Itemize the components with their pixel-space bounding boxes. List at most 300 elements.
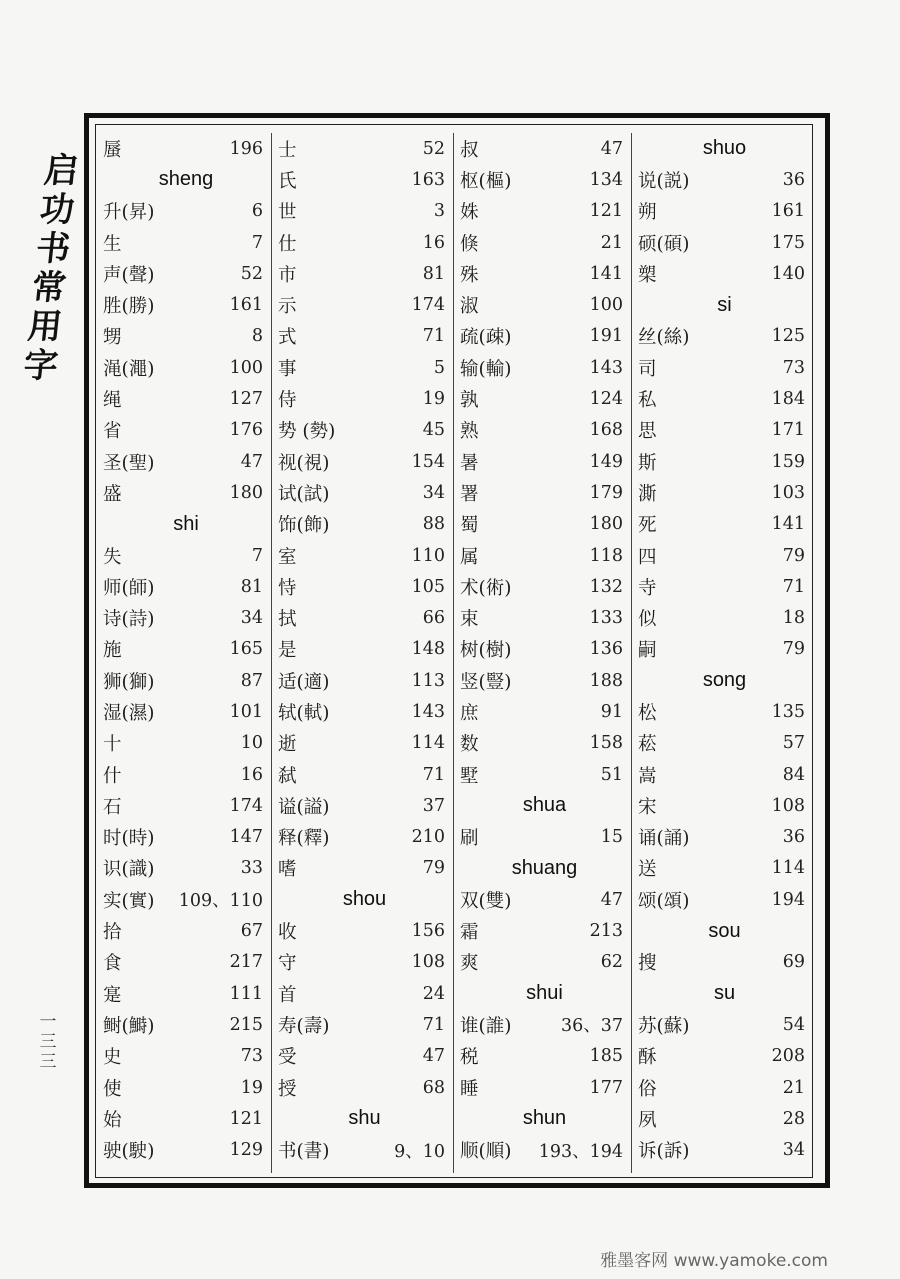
entry-page-number: 147 <box>229 827 263 848</box>
index-entry <box>638 634 805 665</box>
index-entry <box>103 665 263 696</box>
index-entry <box>278 540 445 571</box>
index-entry <box>103 1103 263 1134</box>
entry-character: 宋 <box>638 796 657 818</box>
entry-character: 甥 <box>103 327 122 349</box>
entry-page-number: 161 <box>771 201 805 222</box>
entry-character: 束 <box>460 609 479 631</box>
index-entry <box>278 1072 445 1103</box>
entry-page-number: 174 <box>229 795 263 816</box>
entry-character: 菘 <box>638 734 657 756</box>
entry-page-number: 133 <box>589 608 623 629</box>
entry-character: 师(師) <box>103 577 155 599</box>
index-entry <box>278 978 445 1009</box>
pinyin-heading-text: shou <box>342 888 387 911</box>
entry-page-number: 10 <box>240 733 263 754</box>
entry-character: 受 <box>278 1047 297 1069</box>
entry-character: 授 <box>278 1078 297 1100</box>
entry-character: 势 (勢) <box>278 421 336 443</box>
index-entry <box>638 1103 805 1134</box>
pinyin-heading-text: su <box>713 982 736 1005</box>
entry-character: 枢(樞) <box>460 170 512 192</box>
entry-character: 失 <box>103 546 122 568</box>
index-entry <box>460 822 623 853</box>
entry-character: 槊 <box>638 264 657 286</box>
entry-page-number: 8 <box>251 326 263 347</box>
entry-character: 收 <box>278 922 297 944</box>
index-entry <box>103 540 263 571</box>
entry-character: 诵(誦) <box>638 828 690 850</box>
entry-page-number: 108 <box>771 795 805 816</box>
entry-character: 输(輸) <box>460 358 512 380</box>
index-table <box>97 133 813 1173</box>
entry-character: 世 <box>278 202 297 224</box>
entry-character: 死 <box>638 515 657 537</box>
entry-page-number: 73 <box>240 1046 263 1067</box>
entry-page-number: 71 <box>422 326 445 347</box>
pinyin-heading <box>460 853 623 884</box>
entry-character: 夙 <box>638 1109 657 1131</box>
entry-page-number: 191 <box>589 326 623 347</box>
entry-character: 石 <box>103 796 122 818</box>
entry-page-number: 161 <box>229 295 263 316</box>
entry-character: 绳 <box>103 390 122 412</box>
entry-page-number: 109、110 <box>178 891 263 912</box>
entry-page-number: 118 <box>589 545 623 566</box>
entry-character: 识(識) <box>103 859 155 881</box>
entry-page-number: 124 <box>589 389 623 410</box>
entry-character: 士 <box>278 139 297 161</box>
title-char: 书 <box>34 229 73 269</box>
entry-page-number: 110 <box>411 545 445 566</box>
entry-page-number: 208 <box>771 1046 805 1067</box>
entry-character: 司 <box>638 358 657 380</box>
index-entry <box>638 258 805 289</box>
entry-page-number: 81 <box>240 576 263 597</box>
index-entry <box>278 1009 445 1040</box>
entry-page-number: 79 <box>782 545 805 566</box>
entry-page-number: 37 <box>422 795 445 816</box>
entry-character: 食 <box>103 953 122 975</box>
index-entry <box>638 227 805 258</box>
entry-page-number: 54 <box>782 1014 805 1035</box>
entry-character: 树(樹) <box>460 640 512 662</box>
index-entry <box>278 258 445 289</box>
entry-page-number: 9、10 <box>394 1141 445 1162</box>
entry-character: 仕 <box>278 233 297 255</box>
pinyin-heading-text: sou <box>708 919 741 942</box>
entry-page-number: 47 <box>600 138 623 159</box>
entry-character: 胜(勝) <box>103 296 155 318</box>
entry-character: 嵩 <box>638 765 657 787</box>
entry-page-number: 3 <box>433 201 445 222</box>
index-entry <box>103 728 263 759</box>
index-column <box>272 133 454 1173</box>
entry-character: 始 <box>103 1109 122 1131</box>
entry-page-number: 71 <box>422 1014 445 1035</box>
pinyin-heading <box>638 978 805 1009</box>
entry-page-number: 16 <box>422 232 445 253</box>
entry-page-number: 175 <box>771 232 805 253</box>
index-entry <box>638 571 805 602</box>
entry-character: 视(視) <box>278 452 330 474</box>
entry-page-number: 158 <box>589 733 623 754</box>
entry-page-number: 213 <box>589 921 623 942</box>
pinyin-heading-text: shi <box>173 512 199 535</box>
entry-page-number: 194 <box>771 889 805 910</box>
title-char: 功 <box>38 190 77 230</box>
entry-character: 硕(碩) <box>638 233 690 255</box>
entry-character: 四 <box>638 546 657 568</box>
entry-page-number: 135 <box>771 701 805 722</box>
entry-character: 谥(謚) <box>278 796 330 818</box>
index-entry <box>103 602 263 633</box>
entry-character: 数 <box>460 734 479 756</box>
entry-character: 嗣 <box>638 640 657 662</box>
entry-page-number: 33 <box>240 858 263 879</box>
index-entry <box>460 258 623 289</box>
index-entry <box>638 947 805 978</box>
entry-page-number: 47 <box>240 451 263 472</box>
entry-character: 什 <box>103 765 122 787</box>
index-entry <box>638 415 805 446</box>
index-entry <box>278 822 445 853</box>
entry-character: 时(時) <box>103 828 155 850</box>
index-entry <box>460 133 623 164</box>
index-entry <box>278 289 445 320</box>
pinyin-heading-text: song <box>702 669 747 692</box>
entry-page-number: 19 <box>240 1077 263 1098</box>
entry-character: 轼(軾) <box>278 702 330 724</box>
entry-page-number: 16 <box>240 764 263 785</box>
index-entry <box>278 352 445 383</box>
entry-page-number: 24 <box>422 983 445 1004</box>
watermark: 雅墨客网 www.yamoke.com <box>600 1251 828 1271</box>
entry-character: 诗(詩) <box>103 609 155 631</box>
entry-page-number: 101 <box>229 701 263 722</box>
entry-character: 丝(絲) <box>638 327 690 349</box>
entry-page-number: 36、37 <box>560 1016 623 1037</box>
entry-character: 似 <box>638 609 657 631</box>
index-entry <box>278 915 445 946</box>
index-entry <box>103 321 263 352</box>
index-entry <box>278 227 445 258</box>
pinyin-heading <box>103 164 263 195</box>
entry-character: 睡 <box>460 1078 479 1100</box>
entry-page-number: 62 <box>600 952 623 973</box>
index-entry <box>638 853 805 884</box>
index-entry <box>460 196 623 227</box>
index-entry <box>460 1072 623 1103</box>
index-entry <box>103 133 263 164</box>
entry-character: 渑(澠) <box>103 358 155 380</box>
entry-character: 鲥(鰣) <box>103 1015 155 1037</box>
entry-page-number: 34 <box>782 1140 805 1161</box>
book-title-vertical <box>18 152 85 386</box>
index-entry <box>638 696 805 727</box>
index-entry <box>103 884 263 915</box>
page-number <box>30 1012 66 1072</box>
entry-character: 暑 <box>460 452 479 474</box>
entry-page-number: 217 <box>229 952 263 973</box>
entry-page-number: 196 <box>229 138 263 159</box>
entry-character: 试(試) <box>278 483 330 505</box>
title-char: 用 <box>25 307 65 347</box>
index-entry <box>460 289 623 320</box>
entry-character: 殊 <box>460 264 479 286</box>
index-entry <box>278 321 445 352</box>
entry-page-number: 165 <box>229 639 263 660</box>
index-entry <box>278 602 445 633</box>
entry-page-number: 108 <box>411 952 445 973</box>
index-entry <box>103 1009 263 1040</box>
entry-page-number: 36 <box>782 827 805 848</box>
entry-page-number: 159 <box>771 451 805 472</box>
entry-character: 属 <box>460 546 479 568</box>
entry-character: 施 <box>103 640 122 662</box>
entry-character: 侍 <box>278 390 297 412</box>
index-entry <box>638 352 805 383</box>
entry-character: 顺(順) <box>460 1141 512 1163</box>
entry-page-number: 180 <box>229 482 263 503</box>
index-entry <box>278 1135 445 1166</box>
index-column <box>632 133 813 1173</box>
index-entry <box>103 446 263 477</box>
entry-page-number: 87 <box>240 670 263 691</box>
entry-page-number: 57 <box>782 733 805 754</box>
pinyin-heading <box>638 665 805 696</box>
index-entry <box>103 634 263 665</box>
pinyin-heading <box>278 884 445 915</box>
pinyin-heading <box>460 978 623 1009</box>
index-entry <box>460 1135 623 1166</box>
pinyin-heading <box>638 289 805 320</box>
entry-page-number: 114 <box>411 733 445 754</box>
entry-page-number: 140 <box>771 263 805 284</box>
entry-page-number: 184 <box>771 389 805 410</box>
index-entry <box>278 509 445 540</box>
index-entry <box>278 759 445 790</box>
index-entry <box>460 227 623 258</box>
entry-character: 寔 <box>103 984 122 1006</box>
index-entry <box>638 884 805 915</box>
entry-character: 氏 <box>278 170 297 192</box>
index-entry <box>460 728 623 759</box>
pinyin-heading <box>638 915 805 946</box>
pinyin-heading-text: shu <box>348 1107 381 1130</box>
entry-character: 搜 <box>638 953 657 975</box>
index-entry <box>278 477 445 508</box>
index-entry <box>103 822 263 853</box>
pinyin-heading-text: shui <box>526 982 563 1005</box>
entry-character: 税 <box>460 1047 479 1069</box>
entry-character: 思 <box>638 421 657 443</box>
entry-character: 式 <box>278 327 297 349</box>
entry-character: 省 <box>103 421 122 443</box>
index-entry <box>638 321 805 352</box>
entry-page-number: 180 <box>589 514 623 535</box>
entry-page-number: 15 <box>600 827 623 848</box>
entry-character: 姝 <box>460 202 479 224</box>
index-entry <box>278 196 445 227</box>
entry-page-number: 19 <box>422 389 445 410</box>
entry-page-number: 210 <box>411 827 445 848</box>
entry-character: 嗜 <box>278 859 297 881</box>
entry-character: 庶 <box>460 702 479 724</box>
index-entry <box>278 133 445 164</box>
index-entry <box>460 696 623 727</box>
index-entry <box>460 540 623 571</box>
index-entry <box>460 415 623 446</box>
entry-character: 书(書) <box>278 1141 330 1163</box>
entry-character: 蜃 <box>103 139 122 161</box>
index-entry <box>460 947 623 978</box>
entry-character: 是 <box>278 640 297 662</box>
index-entry <box>460 602 623 633</box>
entry-character: 市 <box>278 264 297 286</box>
entry-page-number: 7 <box>251 232 263 253</box>
index-entry <box>103 1041 263 1072</box>
index-entry <box>103 477 263 508</box>
index-entry <box>278 728 445 759</box>
index-entry <box>103 383 263 414</box>
index-column <box>97 133 272 1173</box>
entry-character: 拾 <box>103 922 122 944</box>
entry-character: 释(釋) <box>278 828 330 850</box>
entry-page-number: 69 <box>782 952 805 973</box>
index-entry <box>638 540 805 571</box>
entry-page-number: 84 <box>782 764 805 785</box>
entry-character: 寿(壽) <box>278 1015 330 1037</box>
index-entry <box>638 728 805 759</box>
index-entry <box>638 1072 805 1103</box>
entry-character: 饰(飾) <box>278 515 330 537</box>
entry-page-number: 127 <box>229 389 263 410</box>
entry-page-number: 171 <box>771 420 805 441</box>
index-entry <box>103 415 263 446</box>
index-entry <box>460 383 623 414</box>
index-entry <box>638 383 805 414</box>
entry-character: 首 <box>278 984 297 1006</box>
entry-character: 酥 <box>638 1047 657 1069</box>
entry-page-number: 136 <box>589 639 623 660</box>
entry-page-number: 176 <box>229 420 263 441</box>
index-entry <box>638 446 805 477</box>
entry-character: 诉(訴) <box>638 1141 690 1163</box>
entry-character: 逝 <box>278 734 297 756</box>
entry-page-number: 6 <box>251 201 263 222</box>
entry-page-number: 79 <box>782 639 805 660</box>
index-entry <box>638 1135 805 1166</box>
index-column <box>454 133 632 1173</box>
index-entry <box>278 790 445 821</box>
entry-page-number: 5 <box>433 357 445 378</box>
entry-character: 斯 <box>638 452 657 474</box>
title-char: 常 <box>29 268 69 308</box>
entry-page-number: 141 <box>589 263 623 284</box>
entry-page-number: 154 <box>411 451 445 472</box>
entry-page-number: 177 <box>589 1077 623 1098</box>
index-entry <box>460 477 623 508</box>
entry-page-number: 88 <box>422 514 445 535</box>
entry-character: 苏(蘇) <box>638 1015 690 1037</box>
entry-page-number: 132 <box>589 576 623 597</box>
entry-character: 守 <box>278 953 297 975</box>
index-entry <box>460 509 623 540</box>
entry-page-number: 143 <box>411 701 445 722</box>
entry-character: 湿(濕) <box>103 702 155 724</box>
index-entry <box>638 164 805 195</box>
index-entry <box>103 352 263 383</box>
entry-character: 俗 <box>638 1078 657 1100</box>
entry-character: 松 <box>638 702 657 724</box>
entry-character: 生 <box>103 233 122 255</box>
index-entry <box>278 853 445 884</box>
entry-page-number: 21 <box>600 232 623 253</box>
entry-character: 实(實) <box>103 890 155 912</box>
entry-character: 盛 <box>103 483 122 505</box>
entry-page-number: 47 <box>422 1046 445 1067</box>
entry-page-number: 91 <box>600 701 623 722</box>
index-entry <box>103 915 263 946</box>
entry-character: 事 <box>278 358 297 380</box>
pinyin-heading-text: shua <box>522 794 567 817</box>
entry-page-number: 188 <box>589 670 623 691</box>
index-entry <box>103 289 263 320</box>
pinyin-heading-text: si <box>717 293 732 316</box>
entry-character: 双(雙) <box>460 890 512 912</box>
entry-page-number: 34 <box>422 482 445 503</box>
entry-character: 朔 <box>638 202 657 224</box>
entry-page-number: 215 <box>229 1014 263 1035</box>
index-entry <box>103 790 263 821</box>
index-entry <box>460 634 623 665</box>
index-entry <box>278 665 445 696</box>
entry-page-number: 7 <box>251 545 263 566</box>
index-entry <box>103 196 263 227</box>
index-entry <box>103 696 263 727</box>
index-entry <box>278 947 445 978</box>
index-entry <box>460 665 623 696</box>
entry-page-number: 125 <box>771 326 805 347</box>
index-entry <box>278 571 445 602</box>
entry-character: 熟 <box>460 421 479 443</box>
entry-page-number: 36 <box>782 169 805 190</box>
entry-character: 说(説) <box>638 170 690 192</box>
index-entry <box>103 978 263 1009</box>
entry-page-number: 79 <box>422 858 445 879</box>
index-entry <box>638 509 805 540</box>
index-entry <box>103 759 263 790</box>
pinyin-heading <box>103 509 263 540</box>
entry-character: 史 <box>103 1047 122 1069</box>
entry-page-number: 121 <box>589 201 623 222</box>
entry-character: 私 <box>638 390 657 412</box>
entry-page-number: 71 <box>782 576 805 597</box>
entry-character: 狮(獅) <box>103 671 155 693</box>
index-entry <box>460 884 623 915</box>
entry-page-number: 143 <box>589 357 623 378</box>
pinyin-heading-text: sheng <box>158 168 214 191</box>
entry-character: 寺 <box>638 577 657 599</box>
entry-character: 术(術) <box>460 577 512 599</box>
pinyin-heading <box>460 1103 623 1134</box>
entry-character: 室 <box>278 546 297 568</box>
entry-page-number: 34 <box>240 608 263 629</box>
entry-page-number: 103 <box>771 482 805 503</box>
entry-page-number: 129 <box>229 1140 263 1161</box>
entry-character: 使 <box>103 1078 122 1100</box>
